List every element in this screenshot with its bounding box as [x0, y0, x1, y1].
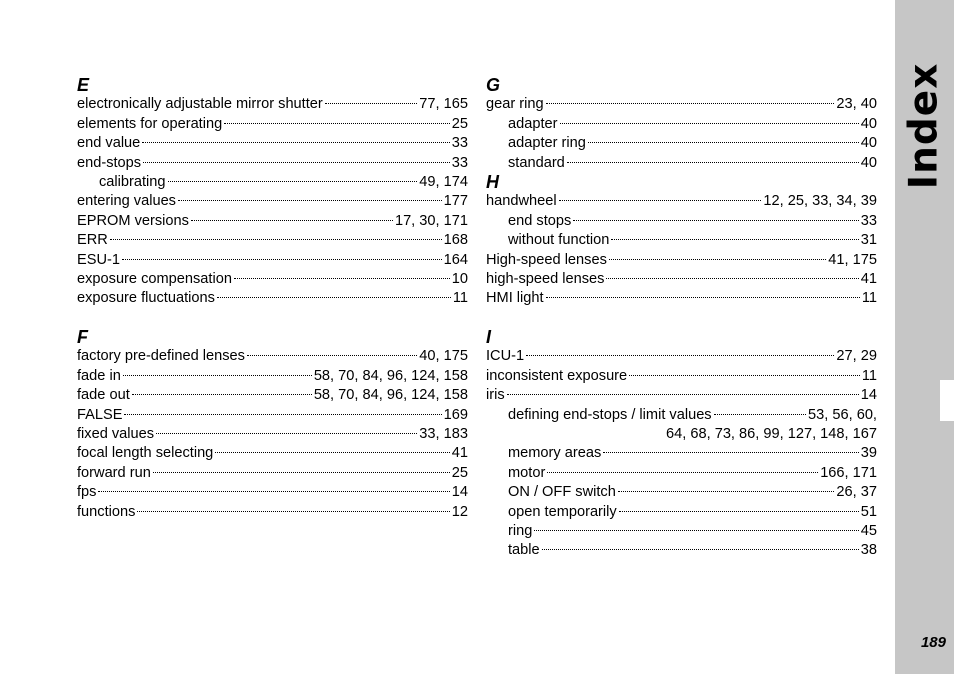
entry-pages: 26, 37 — [836, 484, 877, 501]
entry-term: ON / OFF switch — [508, 484, 616, 501]
section-gap — [77, 309, 468, 328]
entry-term: FALSE — [77, 406, 123, 423]
index-subentry — [486, 444, 877, 463]
entry-term: factory pre-defined lenses — [77, 348, 245, 365]
entry-pages: 41 — [451, 445, 468, 462]
index-entry — [77, 425, 468, 444]
entry-pages: 40 — [860, 154, 877, 171]
dot-leader — [132, 393, 312, 395]
entry-term: end stops — [508, 212, 572, 229]
index-entry — [77, 483, 468, 502]
sidebar-title: Index — [901, 62, 947, 190]
entry-term: HMI light — [486, 290, 544, 307]
entry-term: exposure compensation — [77, 270, 232, 287]
entry-term: adapter ring — [508, 135, 586, 152]
entry-term: electronically adjustable mirror shutter — [77, 96, 323, 113]
dot-leader — [191, 219, 393, 221]
entry-pages: 168 — [443, 232, 468, 249]
index-entry — [77, 386, 468, 405]
index-entry — [486, 251, 877, 270]
entry-term: open temporarily — [508, 503, 617, 520]
entry-term: table — [508, 542, 540, 559]
dot-leader — [588, 141, 859, 143]
dot-leader — [124, 413, 441, 415]
index-entry — [77, 406, 468, 425]
entry-pages: 33, 183 — [419, 426, 468, 443]
index-entry — [77, 95, 468, 114]
entry-term: adapter — [508, 115, 558, 132]
dot-leader — [247, 354, 417, 356]
entry-pages: 49, 174 — [419, 173, 468, 190]
dot-leader — [526, 354, 834, 356]
index-subentry — [486, 212, 877, 231]
entry-term: motor — [508, 464, 546, 481]
dot-leader — [546, 102, 835, 104]
entry-pages: 25 — [451, 464, 468, 481]
entry-pages: 51 — [860, 503, 877, 520]
index-entry — [77, 115, 468, 134]
dot-leader — [123, 374, 312, 376]
dot-leader — [156, 432, 417, 434]
index-entry — [486, 367, 877, 386]
entry-pages: 27, 29 — [836, 348, 877, 365]
dot-leader — [110, 238, 442, 240]
index-subentry — [486, 406, 877, 425]
entry-term: ring — [508, 522, 533, 539]
entry-pages: 38 — [860, 542, 877, 559]
entry-pages: 17, 30, 171 — [394, 212, 468, 229]
entry-term: standard — [508, 154, 565, 171]
entry-pages: 33 — [451, 135, 468, 152]
dot-leader — [507, 393, 859, 395]
index-subentry — [486, 154, 877, 173]
entry-term: gear ring — [486, 96, 544, 113]
entry-pages: 169 — [443, 406, 468, 423]
entry-term: high-speed lenses — [486, 270, 605, 287]
entry-pages: 166, 171 — [820, 464, 877, 481]
dot-leader — [547, 471, 818, 473]
entry-pages: 177 — [443, 193, 468, 210]
dot-leader — [325, 102, 418, 104]
index-entry — [77, 154, 468, 173]
dot-leader — [122, 258, 442, 260]
entry-pages: 45 — [860, 522, 877, 539]
entry-term: High-speed lenses — [486, 251, 607, 268]
entry-pages: 41, 175 — [828, 251, 877, 268]
dot-leader — [618, 490, 835, 492]
dot-leader — [611, 238, 858, 240]
entry-term: calibrating — [99, 173, 166, 190]
entry-term: elements for operating — [77, 115, 223, 132]
entry-pages: 58, 70, 84, 96, 124, 158 — [313, 367, 468, 384]
section-letter-f: F — [77, 327, 88, 348]
entry-pages: 41 — [860, 270, 877, 287]
entry-pages: 40 — [860, 135, 877, 152]
index-subentry — [77, 173, 468, 192]
index-entry — [77, 134, 468, 153]
entry-pages: 53, 56, 60, — [808, 406, 877, 423]
dot-leader — [559, 199, 762, 201]
dot-leader — [137, 510, 449, 512]
section-letter-g: G — [486, 75, 501, 95]
entry-term: fps — [77, 484, 97, 501]
entry-term: fixed values — [77, 426, 155, 443]
dot-leader — [542, 548, 859, 550]
entry-term: fade out — [77, 387, 130, 404]
dot-leader — [573, 219, 858, 221]
entry-pages: 33 — [451, 154, 468, 171]
dot-leader — [234, 277, 450, 279]
index-subentry — [486, 483, 877, 502]
entry-pages: 39 — [860, 445, 877, 462]
entry-pages: 23, 40 — [836, 96, 877, 113]
index-entry — [77, 231, 468, 250]
entry-term: iris — [486, 387, 505, 404]
dot-leader — [143, 161, 450, 163]
dot-leader — [142, 141, 449, 143]
entry-pages: 25 — [451, 115, 468, 132]
entry-term: handwheel — [486, 193, 557, 210]
entry-pages-continuation: 64, 68, 73, 86, 99, 127, 148, 167 — [666, 426, 877, 443]
dot-leader — [168, 180, 418, 182]
index-column-left — [77, 76, 468, 522]
entry-pages: 40, 175 — [419, 348, 468, 365]
entry-pages: 11 — [452, 290, 468, 307]
entry-term: ICU-1 — [486, 348, 525, 365]
dot-leader — [619, 510, 859, 512]
index-subentry — [486, 541, 877, 560]
dot-leader — [153, 471, 450, 473]
entry-pages: 40 — [860, 115, 877, 132]
entry-term: without function — [508, 232, 610, 249]
index-entry — [77, 192, 468, 211]
dot-leader — [98, 490, 449, 492]
dot-leader — [606, 277, 858, 279]
dot-leader — [603, 451, 859, 453]
index-entry — [486, 270, 877, 289]
index-entry — [77, 444, 468, 463]
index-subentry — [486, 231, 877, 250]
dot-leader — [215, 451, 449, 453]
entry-pages: 14 — [860, 387, 877, 404]
entry-term: EPROM versions — [77, 212, 189, 229]
entry-pages: 58, 70, 84, 96, 124, 158 — [313, 387, 468, 404]
entry-term: entering values — [77, 193, 176, 210]
entry-term: inconsistent exposure — [486, 367, 628, 384]
entry-pages: 33 — [860, 212, 877, 229]
index-entry — [77, 347, 468, 366]
dot-leader — [629, 374, 860, 376]
entry-term: ERR — [77, 232, 108, 249]
index-subentry — [486, 503, 877, 522]
section-letter-e: E — [77, 75, 90, 95]
dot-leader — [609, 258, 826, 260]
dot-leader — [567, 161, 859, 163]
index-subentry — [486, 464, 877, 483]
entry-term: fade in — [77, 367, 121, 384]
index-entry — [77, 464, 468, 483]
entry-term: functions — [77, 503, 136, 520]
entry-term: memory areas — [508, 445, 602, 462]
dot-leader — [217, 296, 451, 298]
index-entry — [486, 347, 877, 366]
section-letter-h: H — [486, 171, 499, 192]
entry-term: focal length selecting — [77, 445, 214, 462]
dot-leader — [560, 122, 859, 124]
section-gap — [486, 309, 877, 328]
index-subentry — [486, 134, 877, 153]
entry-pages: 77, 165 — [419, 96, 468, 113]
entry-pages: 31 — [860, 232, 877, 249]
index-entry — [486, 289, 877, 308]
entry-pages: 11 — [861, 290, 877, 307]
index-entry — [486, 192, 877, 211]
index-subentry — [486, 522, 877, 541]
entry-term: defining end-stops / limit values — [508, 406, 712, 423]
entry-pages: 164 — [443, 251, 468, 268]
entry-term: exposure fluctuations — [77, 290, 215, 307]
entry-pages: 12 — [451, 503, 468, 520]
index-entry — [77, 289, 468, 308]
index-entry — [77, 270, 468, 289]
entry-pages: 11 — [861, 367, 877, 384]
dot-leader — [534, 529, 858, 531]
sidebar-tab-marker — [940, 380, 954, 421]
index-entry — [77, 503, 468, 522]
entry-pages: 14 — [451, 484, 468, 501]
index-entry — [486, 95, 877, 114]
dot-leader — [714, 413, 806, 415]
index-entry — [77, 367, 468, 386]
entry-term: end value — [77, 135, 141, 152]
entry-pages: 10 — [451, 270, 468, 287]
dot-leader — [224, 122, 450, 124]
index-column-right — [486, 76, 877, 561]
index-entry — [77, 212, 468, 231]
dot-leader — [178, 199, 442, 201]
page-number: 189 — [920, 634, 946, 651]
entry-term: forward run — [77, 464, 151, 481]
entry-term: end-stops — [77, 154, 142, 171]
entry-term: ESU-1 — [77, 251, 120, 268]
index-entry — [486, 386, 877, 405]
entry-pages: 12, 25, 33, 34, 39 — [763, 193, 877, 210]
index-entry — [77, 251, 468, 270]
dot-leader — [546, 296, 860, 298]
section-letter-i: I — [486, 327, 492, 348]
index-subentry — [486, 115, 877, 134]
